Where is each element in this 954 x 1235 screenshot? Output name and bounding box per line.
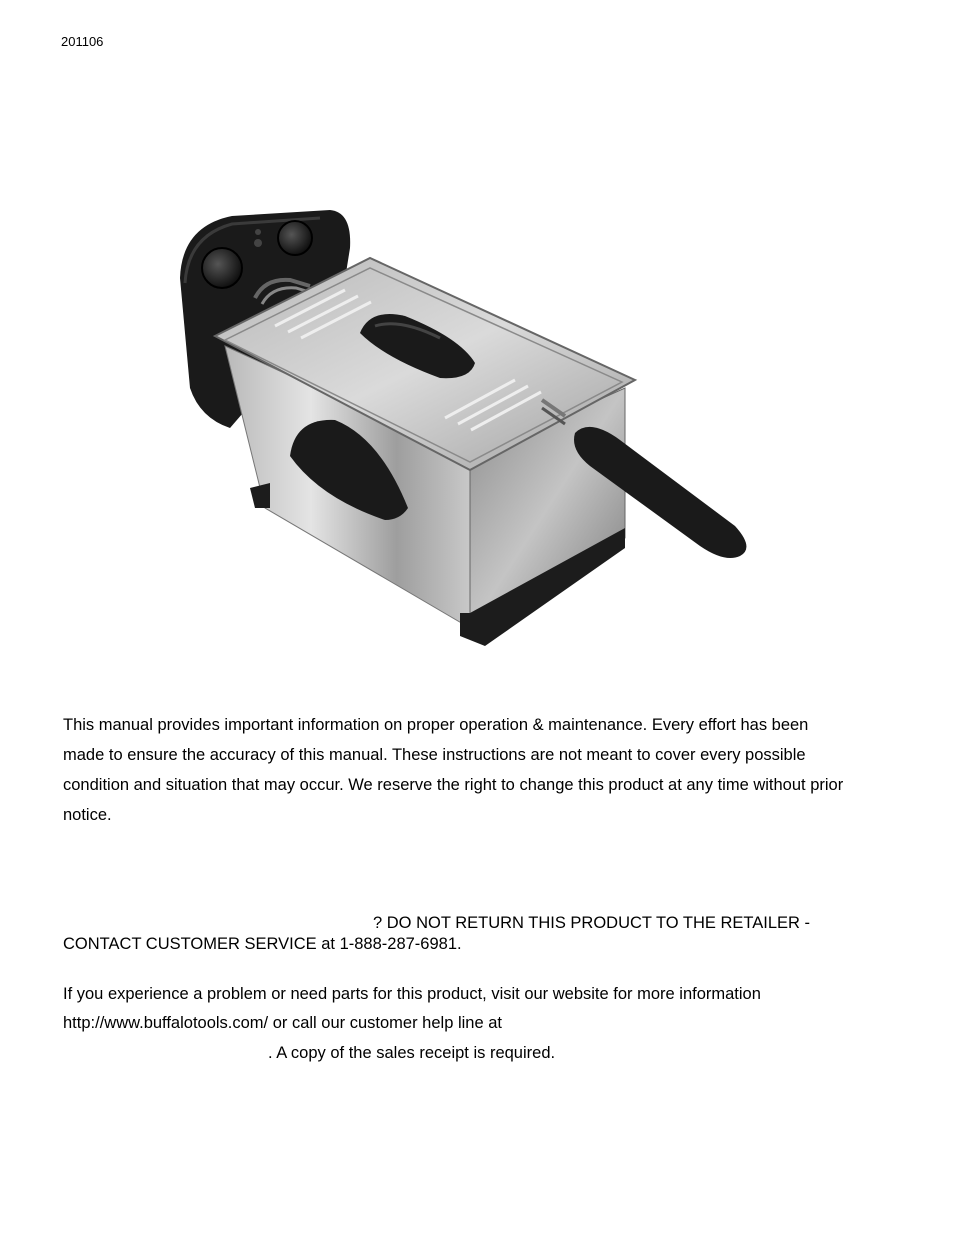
return-warning-line2: CONTACT CUSTOMER SERVICE at 1-888-287-6981.	[63, 935, 462, 953]
help-line1: If you experience a problem or need parts for this product, visit our website for more information	[63, 985, 761, 1003]
intro-paragraph: This manual provides important information on proper operation & maintenance. Every effort has been made to ensure the accuracy of this manual. These instructions are not meant to cover every possible condition and situation that may occur. We reserve the right to change this product at any time without prior notice.	[63, 716, 844, 824]
return-warning-line1: ? DO NOT RETURN THIS PRODUCT TO THE RETAILER -	[373, 914, 811, 932]
deep-fryer-image	[170, 208, 760, 653]
help-line2-website: http://www.buffalotools.com/ or call our customer help line at	[63, 1014, 502, 1032]
help-line3-receipt: . A copy of the sales receipt is required.	[268, 1044, 556, 1062]
document-number: 201106	[61, 34, 104, 49]
